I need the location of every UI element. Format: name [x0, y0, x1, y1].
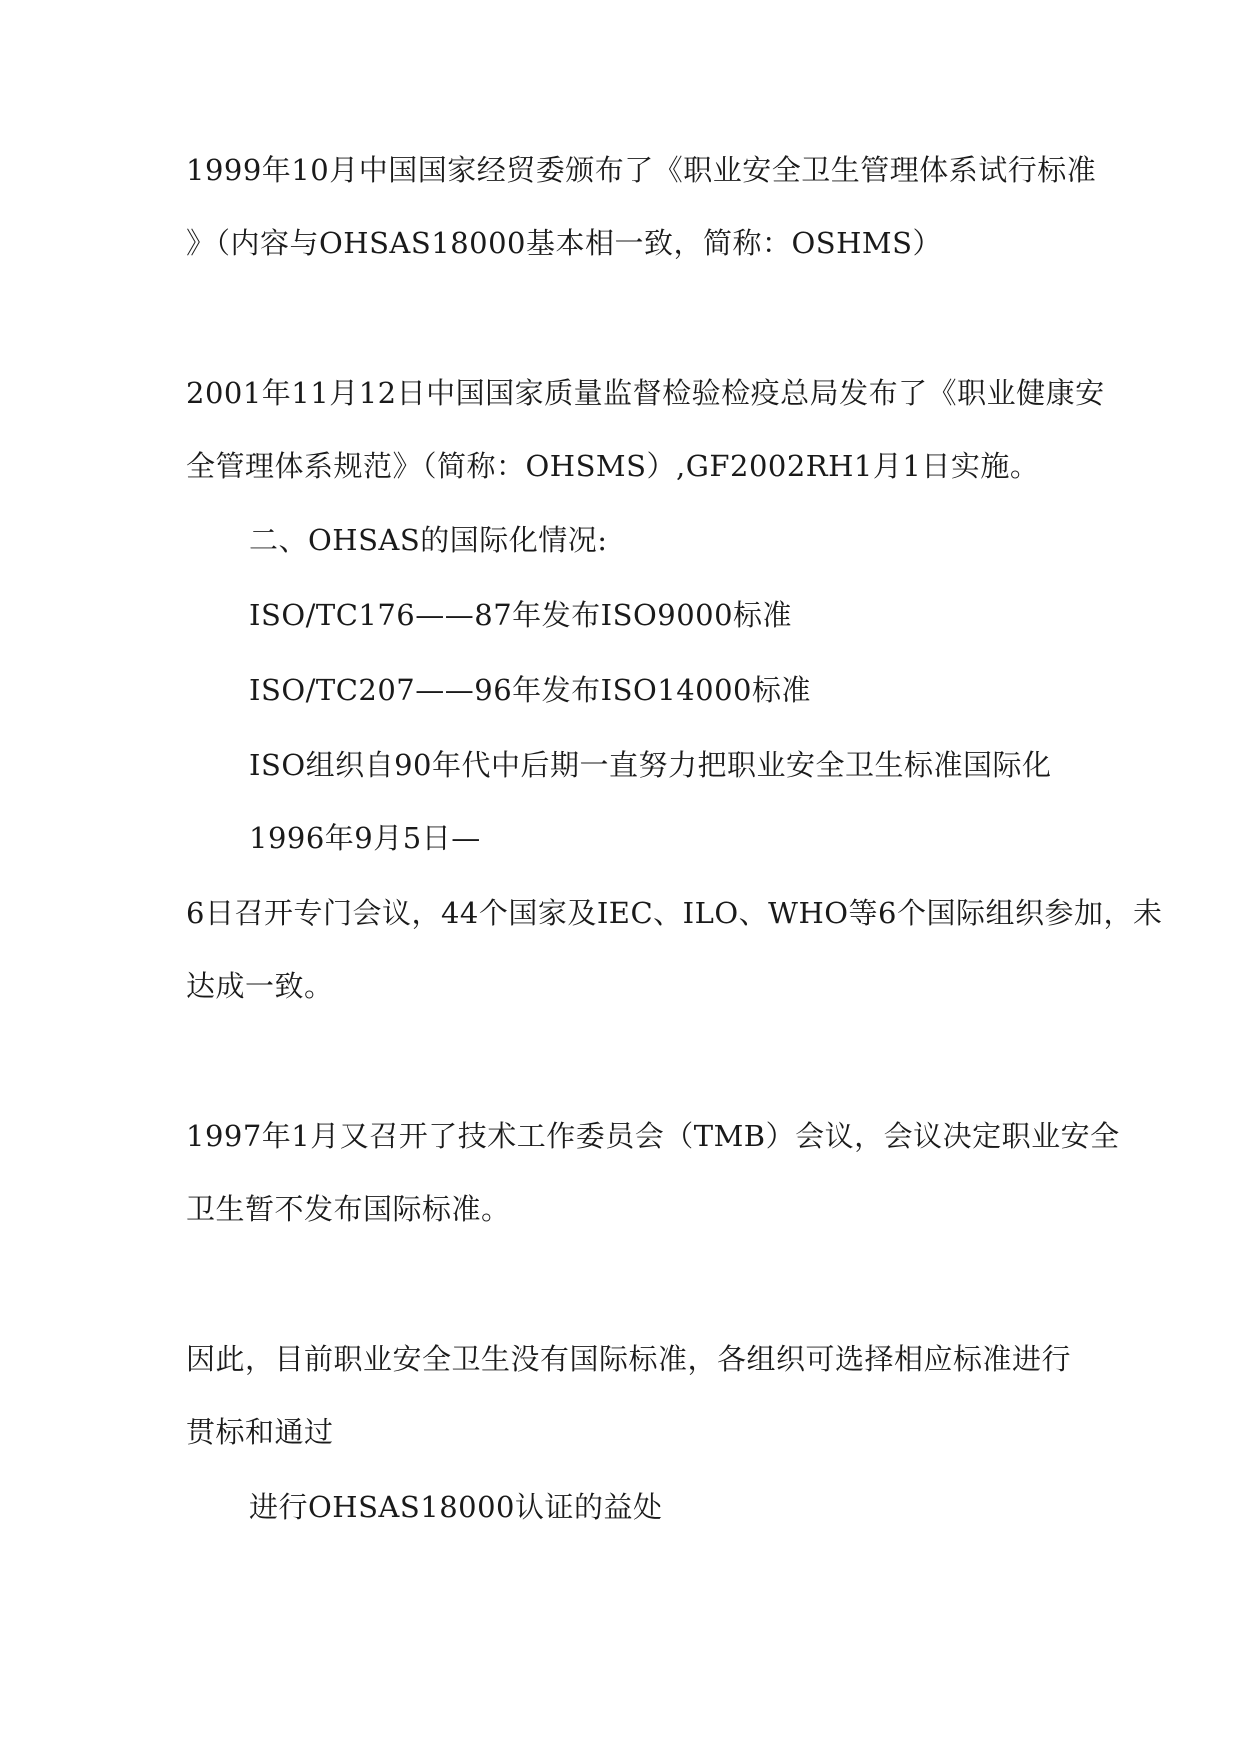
paragraph-line: 2001年11月12日中国国家质量监督检验检疫总局发布了《职业健康安	[186, 376, 1105, 410]
paragraph-line: 达成一致。	[186, 969, 334, 1003]
paragraph-line: 因此，目前职业安全卫生没有国际标准，各组织可选择相应标准进行	[186, 1342, 1072, 1376]
paragraph-line: 贯标和通过	[186, 1415, 334, 1449]
paragraph-line: 》（内容与OHSAS18000基本相一致，简称：OSHMS）	[186, 226, 942, 260]
paragraph-line: 1997年1月又召开了技术工作委员会（TMB）会议，会议决定职业安全	[186, 1119, 1120, 1153]
paragraph-line: 卫生暂不发布国际标准。	[186, 1192, 511, 1226]
paragraph-line: 全管理体系规范》（简称：OHSMS）,GF2002RH1月1日实施。	[186, 449, 1040, 483]
paragraph-line: 1999年10月中国国家经贸委颁布了《职业安全卫生管理体系试行标准	[186, 153, 1097, 187]
paragraph-line: ISO/TC207——96年发布ISO14000标准	[249, 673, 812, 707]
paragraph-line: ISO/TC176——87年发布ISO9000标准	[249, 598, 793, 632]
paragraph-line: ISO组织自90年代中后期一直努力把职业安全卫生标准国际化	[249, 748, 1052, 782]
paragraph-line: 6日召开专门会议，44个国家及IEC、ILO、WHO等6个国际组织参加，未	[186, 896, 1163, 930]
paragraph-line: 进行OHSAS18000认证的益处	[249, 1490, 663, 1524]
paragraph-line: 1996年9月5日—	[249, 821, 481, 855]
section-heading: 二、OHSAS的国际化情况:	[249, 523, 608, 557]
